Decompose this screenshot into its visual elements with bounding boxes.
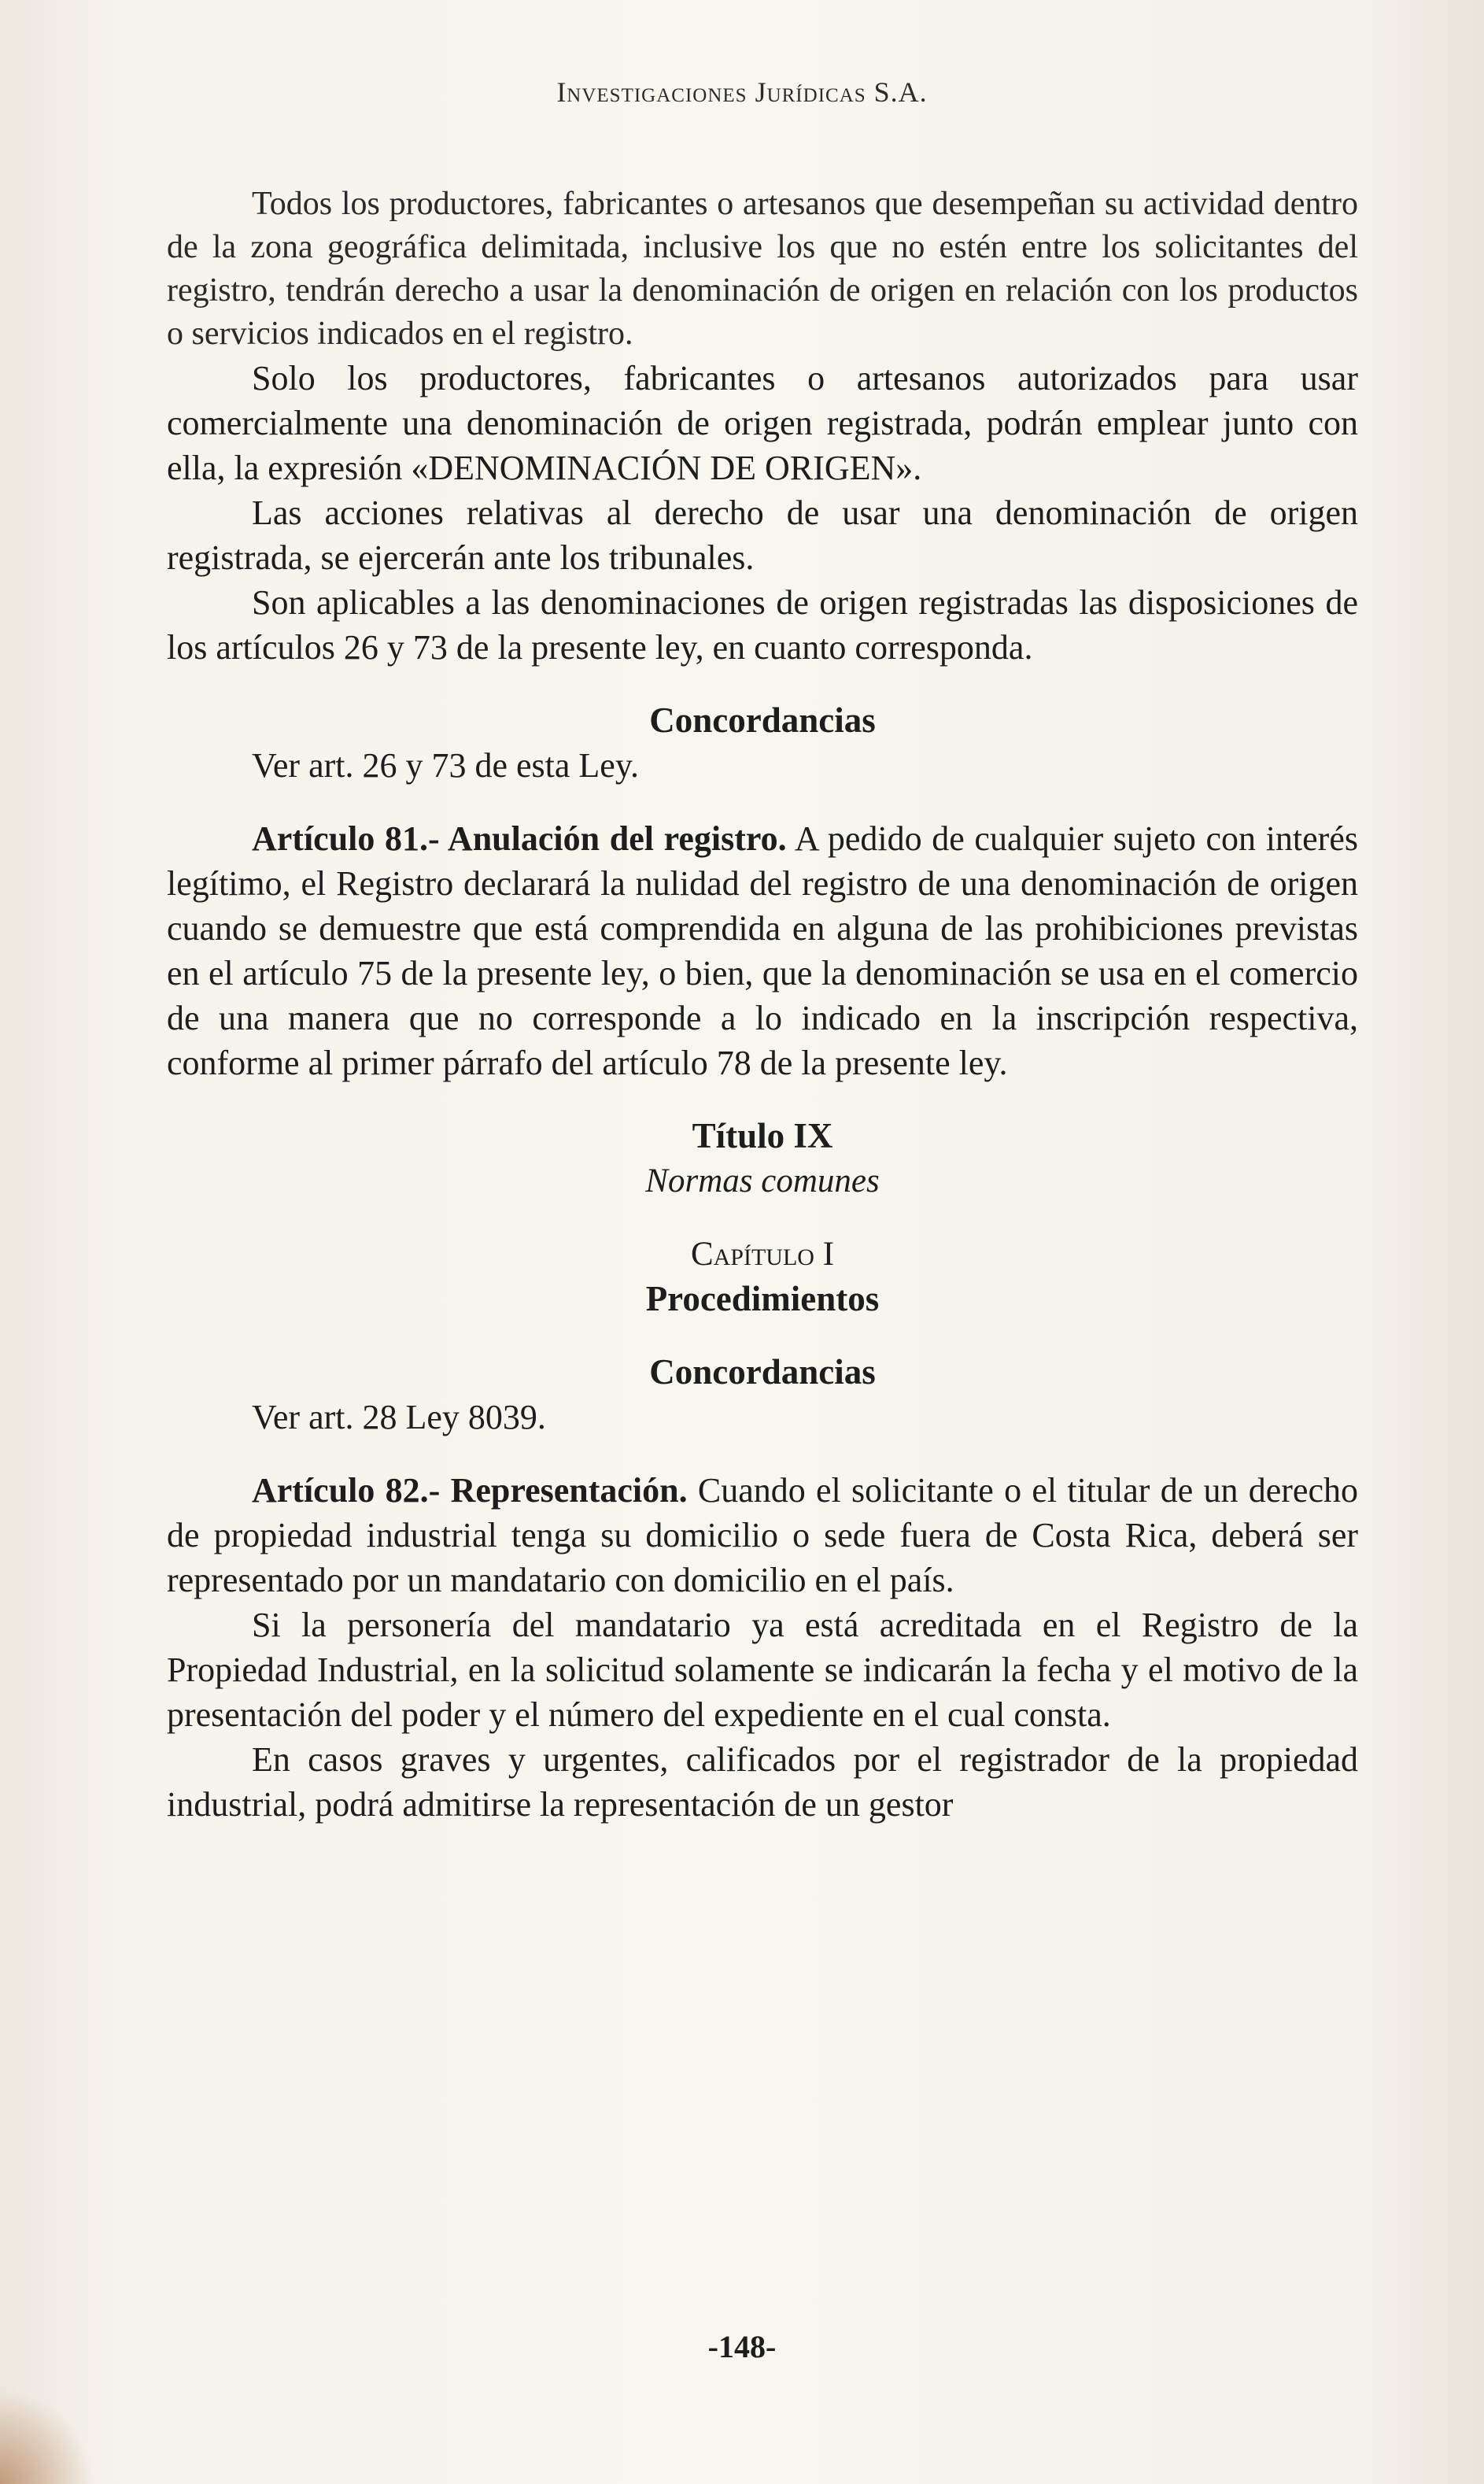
spacer — [167, 1321, 1358, 1350]
chapter-title: Procedimientos — [645, 1279, 880, 1318]
title-ix-heading: Título IX — [692, 1116, 833, 1155]
page-body — [167, 183, 1358, 1827]
spacer — [167, 670, 1358, 698]
article-82-text: Cuando el solicitante o el titular de un derecho de propiedad industrial tenga su domicilio o sede fuera de Costa Rica, deberá ser representado por un mandatario con domicilio en el país. — [167, 1471, 1358, 1599]
article-82-lead: Artículo 82.- Representación. — [252, 1471, 688, 1510]
running-header: Investigaciones Jurídicas S.A. — [556, 76, 928, 108]
article-82-paragraph-2: Si la personería del mandatario ya está acreditada en el Registro de la Propiedad Industrial, en la solicitud solamente se indicarán la fecha y el motivo de la presentación del poder y el número del expediente en el cual consta. — [167, 1606, 1358, 1734]
spacer — [167, 1085, 1358, 1114]
concordancias-ref-1: Ver art. 26 y 73 de esta Ley. — [252, 746, 639, 785]
article-81-text: A pedido de cualquier sujeto con interés legítimo, el Registro declarará la nulidad del registro de una denominación de origen cuando se demuestre que está comprendida en alguna de las prohibiciones previstas en el artículo 75 de la presente ley, o bien, que la denominación se usa en el comercio de una manera que no corresponde a lo indicado en la inscripción respectiva, conforme al primer párrafo del artículo 78 de la presente ley. — [167, 819, 1358, 1082]
spacer — [167, 1203, 1358, 1232]
article-81 — [167, 816, 1358, 1085]
chapter-label: Capítulo I — [690, 1236, 835, 1273]
body-paragraph-3: Las acciones relativas al derecho de usar una denominación de origen registrada, se ejercerán ante los tribunales. — [167, 493, 1358, 577]
spacer — [167, 1440, 1358, 1468]
title-ix-subtitle: Normas comunes — [645, 1163, 880, 1199]
article-81-lead: Artículo 81.- Anulación del registro. — [252, 819, 787, 858]
article-82-paragraph-3: En casos graves y urgentes, calificados por el registrador de la propiedad industrial, podrá admitirse la representación de un gestor — [167, 1740, 1358, 1824]
spacer — [167, 788, 1358, 816]
body-paragraph-1: Todos los productores, fabricantes o artesanos que desempeñan su actividad dentro de la zona geográfica delimitada, inclusive los que no estén entre los solicitantes del registro, tendrán derecho a usar la denominación de origen en relación con los productos o servicios indicados en el registro. — [167, 186, 1358, 352]
concordancias-heading-2: Concordancias — [649, 1352, 876, 1392]
concordancias-heading-1: Concordancias — [649, 700, 876, 740]
page-number: -148- — [707, 2329, 777, 2364]
body-paragraph-4: Son aplicables a las denominaciones de origen registradas las disposiciones de los artículos 26 y 73 de la presente ley, en cuanto corresponda. — [167, 583, 1358, 667]
body-paragraph-2: Solo los productores, fabricantes o artesanos autorizados para usar comercialmente una denominación de origen registrada, podrán emplear junto con ella, la expresión «DENOMINACIÓN DE ORIGEN». — [167, 359, 1358, 487]
page-edge-shadow — [0, 2390, 94, 2484]
article-82 — [167, 1468, 1358, 1602]
concordancias-ref-2: Ver art. 28 Ley 8039. — [252, 1398, 546, 1436]
